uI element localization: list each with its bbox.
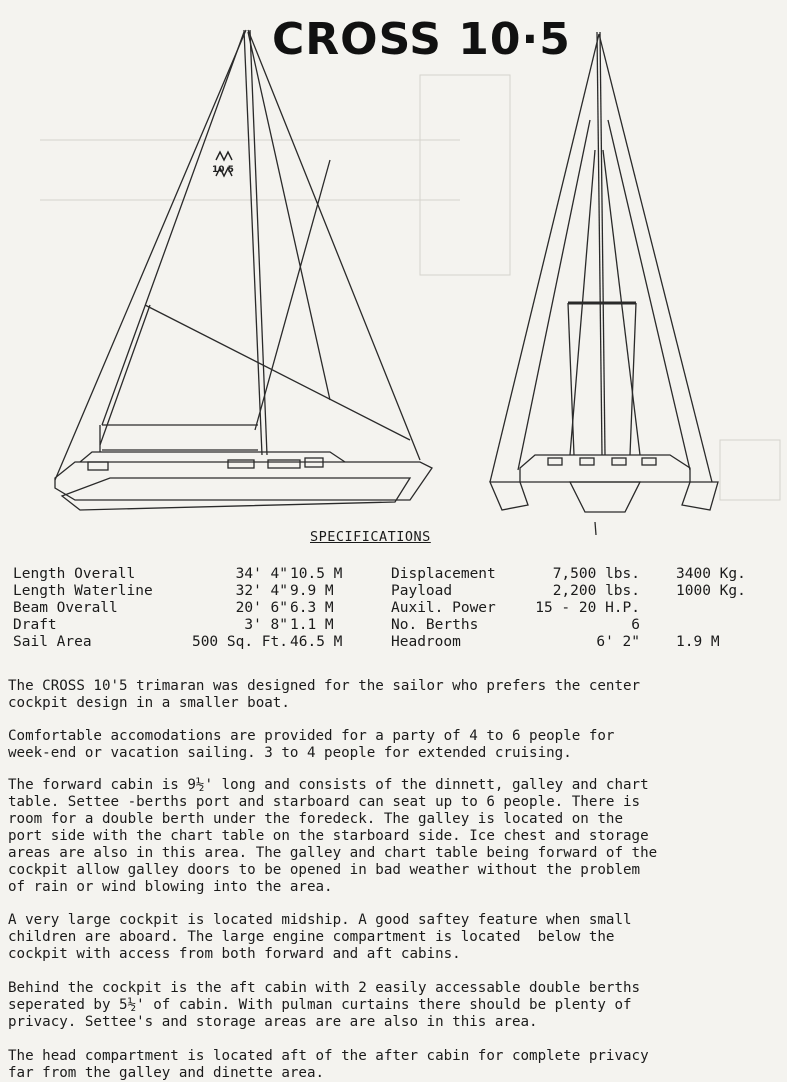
spec-label: Payload	[391, 583, 453, 599]
spec-label: Headroom	[391, 634, 461, 650]
paragraph-line: privacy. Settee's and storage areas are are also in this area.	[8, 1014, 538, 1030]
spec-imperial-value: 6	[631, 617, 640, 633]
sail-plan-drawing	[0, 0, 787, 540]
spec-metric-value: 6.3 M	[290, 600, 334, 616]
spec-imperial-value: 2,200 lbs.	[552, 583, 640, 599]
spec-label: No. Berths	[391, 617, 479, 633]
spec-metric-value: 3400 Kg.	[676, 566, 746, 582]
spec-metric-value: 1000 Kg.	[676, 583, 746, 599]
paragraph-line: children are aboard. The large engine compartment is located below the	[8, 929, 615, 945]
paragraph-line: cockpit design in a smaller boat.	[8, 695, 290, 711]
paragraph-line: areas are also in this area. The galley and chart table being forward of the	[8, 845, 658, 861]
spec-metric-value: 46.5 M	[290, 634, 343, 650]
spec-label: Length Waterline	[13, 583, 153, 599]
paragraph-line: Behind the cockpit is the aft cabin with 2 easily accessable double berths	[8, 980, 641, 996]
paragraph-line: The head compartment is located aft of the after cabin for complete privacy	[8, 1048, 649, 1064]
spec-imperial-value: 6' 2"	[596, 634, 640, 650]
description-paragraph	[8, 912, 784, 963]
description-paragraph	[8, 777, 784, 896]
description-paragraph	[8, 728, 784, 762]
paragraph-line: The forward cabin is 9½' long and consists of the dinnett, galley and chart	[8, 777, 649, 793]
spec-imperial-value: 3' 8"	[244, 617, 288, 633]
spec-metric-value: 10.5 M	[290, 566, 343, 582]
spec-label: Length Overall	[13, 566, 136, 582]
spec-imperial-value: 20' 6"	[235, 600, 288, 616]
spec-label: Beam Overall	[13, 600, 118, 616]
page-title: CROSS 10·5	[272, 14, 571, 65]
spec-imperial-value: 15 - 20 H.P.	[535, 600, 640, 616]
paragraph-line: cockpit with access from both forward and aft cabins.	[8, 946, 461, 962]
paragraph-line: A very large cockpit is located midship. A good saftey feature when small	[8, 912, 632, 928]
specifications-heading: SPECIFICATIONS	[310, 529, 431, 545]
spec-imperial-value: 500 Sq. Ft.	[191, 634, 288, 650]
spec-label: Sail Area	[13, 634, 92, 650]
spec-imperial-value: 32' 4"	[235, 583, 288, 599]
paragraph-line: far from the galley and dinette area.	[8, 1065, 325, 1081]
paragraph-line: of rain or wind blowing into the area.	[8, 879, 333, 895]
paragraph-line: table. Settee -berths port and starboard can seat up to 6 people. There is	[8, 794, 641, 810]
spec-metric-value: 1.1 M	[290, 617, 334, 633]
spec-label: Displacement	[391, 566, 496, 582]
paragraph-line: seperated by 5½' of cabin. With pulman curtains there should be plenty of	[8, 997, 632, 1013]
spec-imperial-value: 7,500 lbs.	[552, 566, 640, 582]
description-paragraph	[8, 980, 784, 1031]
spec-label: Draft	[13, 617, 57, 633]
description-paragraph	[8, 678, 784, 712]
spec-metric-value: 1.9 M	[676, 634, 720, 650]
paragraph-line: week-end or vacation sailing. 3 to 4 people for extended cruising.	[8, 745, 572, 761]
paragraph-line: room for a double berth under the foredeck. The galley is located on the	[8, 811, 623, 827]
sail-logo: 10 5	[212, 165, 234, 175]
spec-label: Auxil. Power	[391, 600, 496, 616]
paragraph-line: cockpit allow galley doors to be opened in bad weather without the problem	[8, 862, 641, 878]
spec-imperial-value: 34' 4"	[235, 566, 288, 582]
paragraph-line: The CROSS 10'5 trimaran was designed for the sailor who prefers the center	[8, 678, 641, 694]
paragraph-line: port side with the chart table on the starboard side. Ice chest and storage	[8, 828, 649, 844]
spec-metric-value: 9.9 M	[290, 583, 334, 599]
description-paragraph	[8, 1048, 784, 1082]
paragraph-line: Comfortable accomodations are provided for a party of 4 to 6 people for	[8, 728, 615, 744]
